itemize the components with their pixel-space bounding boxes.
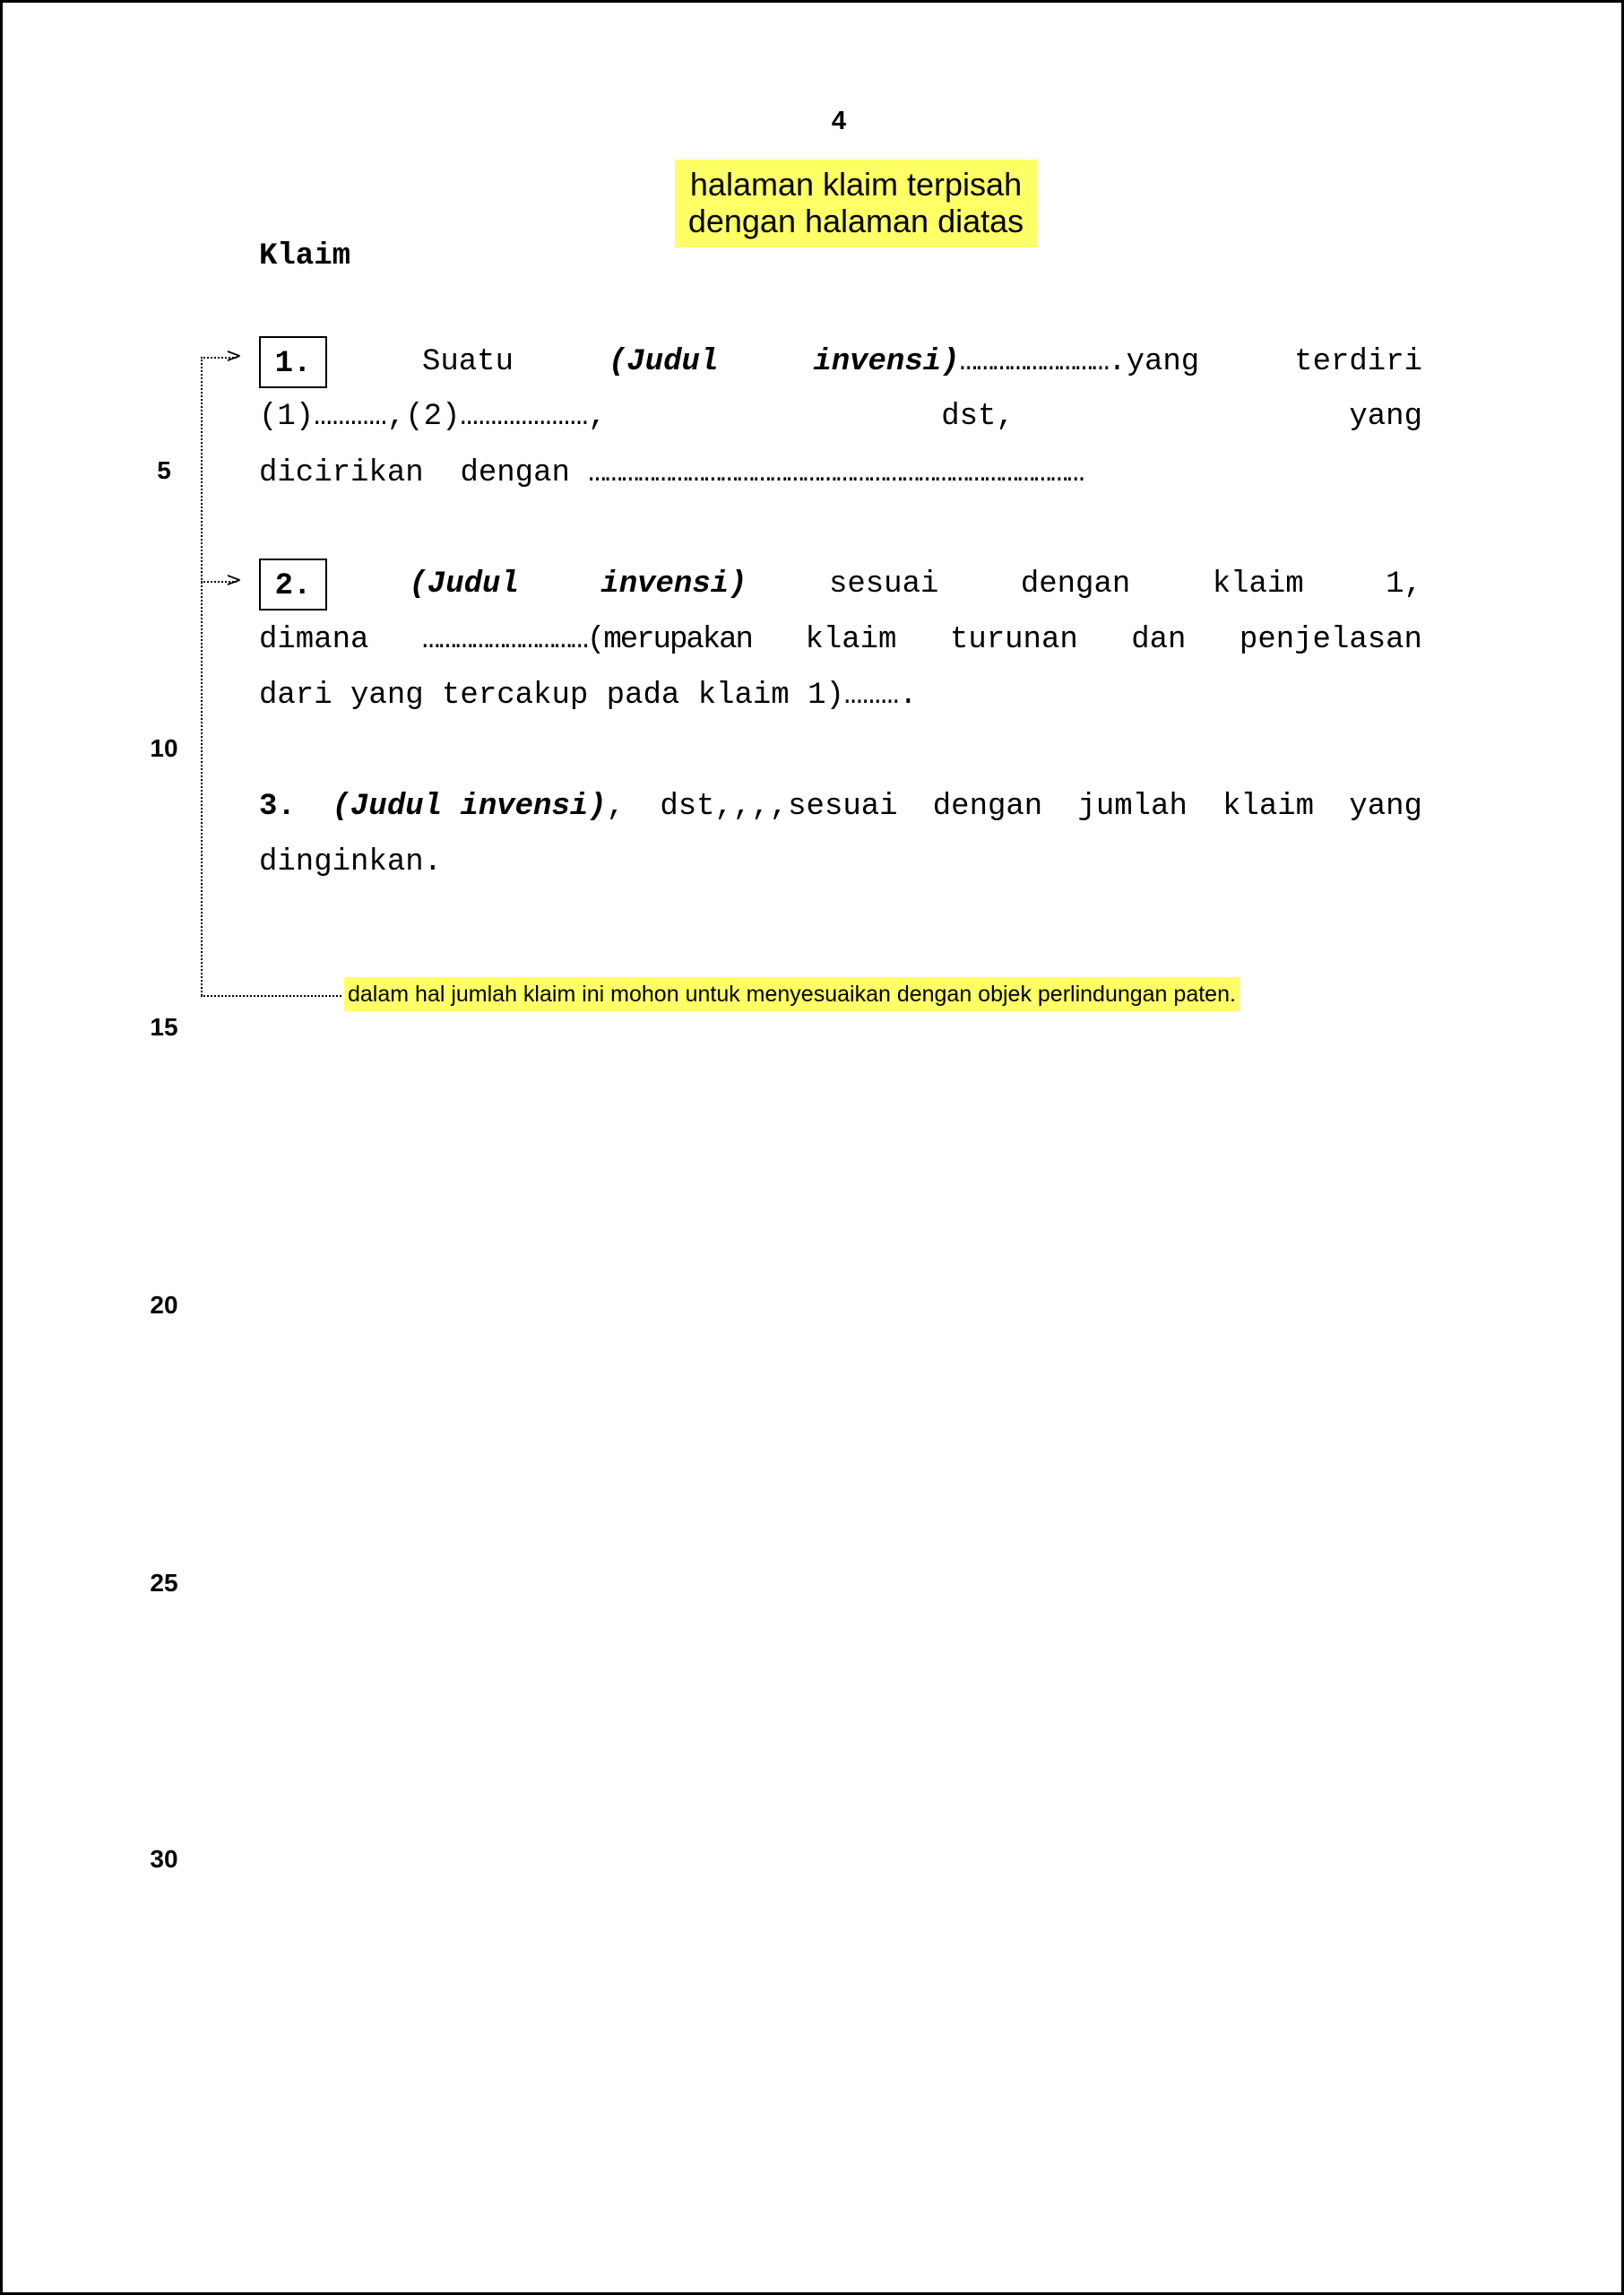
arrow-head-icon: >: [225, 569, 242, 592]
claim-1-word-terdiri: terdiri: [1294, 345, 1422, 379]
claim-1-l2-part-2: dst,: [941, 400, 1015, 434]
top-note-line-2: dengan halaman diatas: [687, 203, 1024, 239]
claim-1-l2-part-1: (1)…………,(2)…………………,: [259, 400, 607, 434]
line-number-25: 25: [150, 1569, 178, 1597]
line-number-15: 15: [150, 1013, 178, 1041]
claim-1-line-3: [259, 451, 1422, 496]
line-number-20: 20: [150, 1291, 178, 1319]
claim-2-line-2: [259, 618, 1422, 663]
claims-heading: Klaim: [259, 239, 351, 273]
claim-2-l2-word-6: penjelasan: [1239, 623, 1422, 657]
claim-1-word: Suatu: [421, 345, 514, 379]
claim-2-l2-word-1: dimana: [259, 623, 369, 657]
claim-3-line-1: [259, 784, 1422, 829]
claim-2-l2-word-3: klaim: [805, 623, 897, 657]
claim-2-l2-word-4: turunan: [949, 623, 1078, 657]
claim-1-l2-part-3: yang: [1349, 400, 1422, 434]
claim-2-word-2: dengan: [1020, 567, 1131, 602]
claim-3-lead: [259, 784, 625, 829]
claim-2-number-box: 2.: [259, 559, 327, 611]
claim-2-line-3: dari yang tercakup pada klaim 1)……….: [259, 679, 918, 713]
bottom-annotation-note: dalam hal jumlah klaim ini mohon untuk menyesuaikan dengan objek perlindungan paten.: [344, 977, 1240, 1011]
arrow-head-icon: >: [225, 345, 242, 368]
claim-1-line-2: [259, 394, 1422, 439]
claim-2-title-part-1: (Judul: [409, 567, 519, 602]
claim-3-number: 3.: [259, 790, 296, 824]
claim-1-l3-dots: ………………………………………………………………………………: [588, 456, 1084, 490]
claim-2-word-1: sesuai: [828, 567, 939, 602]
claim-1-line-1: [259, 336, 1422, 388]
arrow-to-claim-1: [201, 345, 242, 368]
claim-1-l3-part-1: dicirikan: [259, 456, 424, 490]
claim-2-l2-word-2: …………………………(merupakan: [421, 623, 752, 657]
claim-1-dots: ………………………: [959, 345, 1109, 379]
claim-1-title-part-1: (Judul: [608, 345, 719, 379]
line-number-30: 30: [150, 1845, 178, 1873]
claim-2-title-part-2: invensi): [600, 567, 747, 602]
top-note-line-1: halaman klaim terpisah: [689, 166, 1023, 203]
claim-3-word-3: dengan: [932, 790, 1043, 824]
claim-3-word-6: yang: [1349, 790, 1422, 824]
claim-1-title-group: [813, 336, 1199, 388]
claim-1-title-part-2: invensi): [813, 345, 960, 379]
top-annotation-note: [675, 160, 1037, 247]
claim-1-l3-part-2: dengan: [460, 456, 570, 490]
claim-2-l2-word-5: dan: [1131, 623, 1187, 657]
claim-1-number-box: 1.: [259, 336, 327, 388]
line-number-5: 5: [157, 456, 171, 484]
arrow-to-claim-2: [201, 569, 242, 592]
claim-1-word-yang: .yang: [1108, 345, 1200, 379]
claim-3-title: (Judul invensi): [332, 790, 607, 824]
claim-2-word-3: klaim: [1212, 567, 1304, 602]
claim-3-word-4: jumlah: [1077, 790, 1188, 824]
claim-3-word-2: dst,,,,sesuai: [660, 790, 898, 824]
page-number: 4: [831, 107, 847, 135]
line-number-10: 10: [150, 734, 178, 762]
claim-3-comma: ,: [606, 790, 626, 824]
claim-3-word-5: klaim: [1222, 790, 1315, 824]
claim-2-line-1: [259, 559, 1422, 611]
bracket-to-note-line: [201, 995, 341, 997]
claim-2-word-4: 1,: [1386, 567, 1422, 602]
claims-bracket-line: [201, 357, 203, 996]
claim-3-line-2: dinginkan.: [259, 845, 443, 879]
